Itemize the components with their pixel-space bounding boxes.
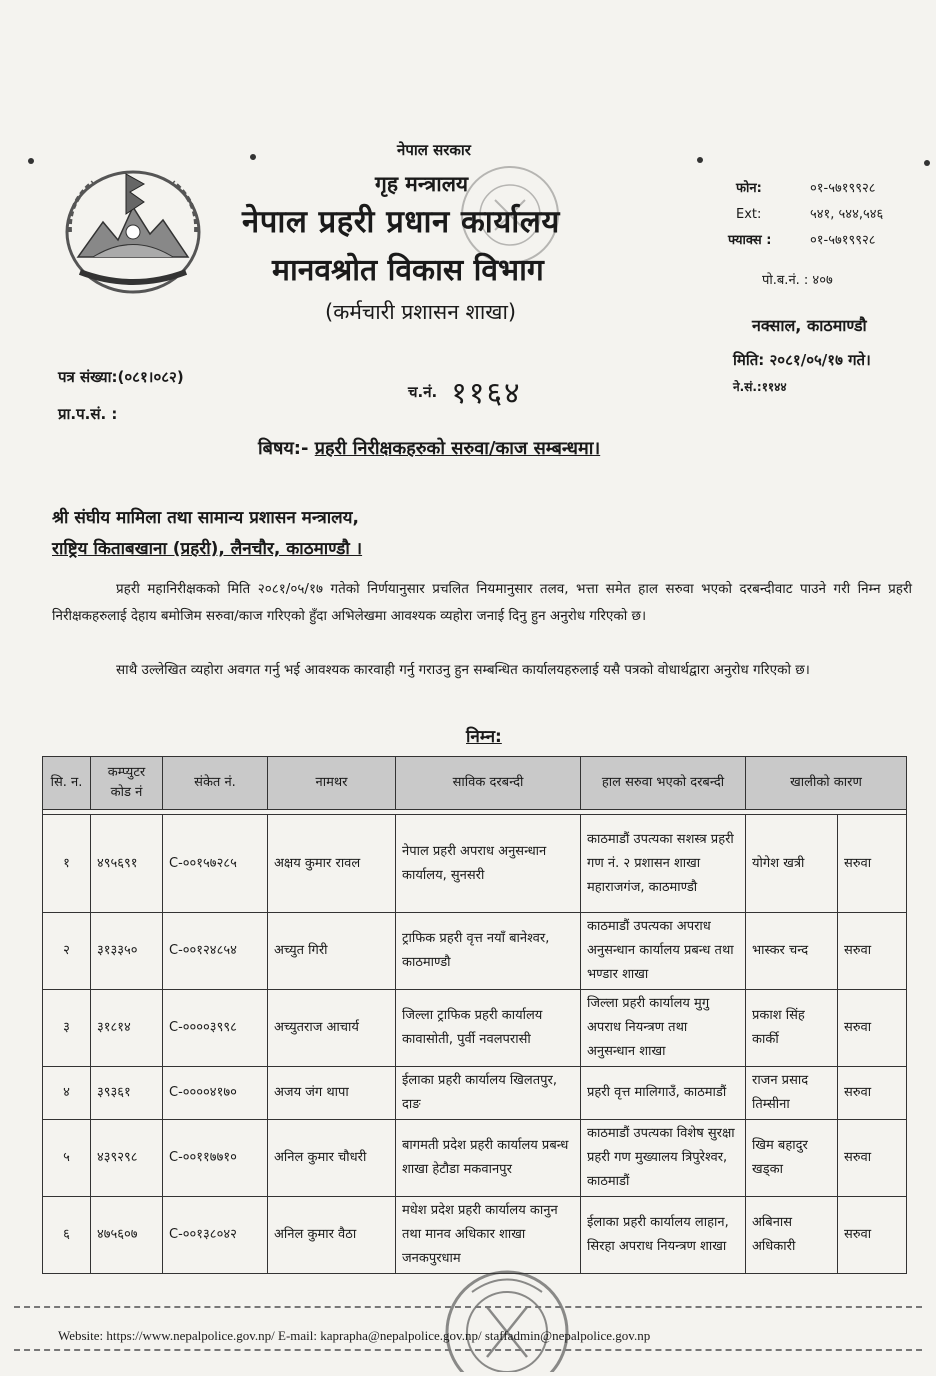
cell-previous: बागमती प्रदेश प्रहरी कार्यालय प्रबन्ध शाखा हेटौडा मकवानपुर (396, 1120, 581, 1197)
ministry-name: गृह मन्त्रालय (375, 172, 469, 196)
cell-symbol: C-००११७७१० (163, 1120, 268, 1197)
cell-reason: सरुवा (838, 1120, 907, 1197)
government-name: नेपाल सरकार (397, 141, 471, 159)
cell-code: ३९३६१ (91, 1067, 163, 1120)
cell-symbol: C-००१३८०४२ (163, 1197, 268, 1274)
cell-symbol: C-००१५७२८५ (163, 815, 268, 913)
header-vacancy-reason: खालीको कारण (746, 757, 907, 810)
header-name: नामथर (268, 757, 396, 810)
nepal-emblem-logo (58, 162, 208, 301)
cell-serial: ५ (43, 1120, 91, 1197)
table-row (43, 913, 907, 990)
cell-name: अक्षय कुमार रावल (268, 815, 396, 913)
cell-previous: ट्राफिक प्रहरी वृत्त नयाँ बानेश्वर, काठमाण्डौ (396, 913, 581, 990)
cell-current: काठमाडौं उपत्यका विशेष सुरक्षा प्रहरी गण मुख्यालय त्रिपुरेश्वर, काठमाडौं (581, 1120, 746, 1197)
cell-previous: नेपाल प्रहरी अपराध अनुसन्धान कार्यालय, सुनसरी (396, 815, 581, 913)
police-stamp (432, 1262, 582, 1376)
cell-name: अच्युतराज आचार्य (268, 990, 396, 1067)
dispatch-handwritten-number: ११६४ (451, 376, 522, 411)
cell-current: काठमाडौं उपत्यका अपराध अनुसन्धान कार्यालय प्रबन्ध तथा भण्डार शाखा (581, 913, 746, 990)
cell-name: अनिल कुमार चौधरी (268, 1120, 396, 1197)
cell-vacancy-by: राजन प्रसाद तिम्सीना (746, 1067, 838, 1120)
subject-line (258, 436, 600, 460)
cell-code: ४७५६०७ (91, 1197, 163, 1274)
branch-name: (कर्मचारी प्रशासन शाखा) (325, 300, 517, 324)
cell-previous: मधेश प्रदेश प्रहरी कार्यालय कानुन तथा मानव अधिकार शाखा जनकपुरधाम (396, 1197, 581, 1274)
footer-divider (14, 1349, 922, 1351)
department-name: मानवश्रोत विकास विभाग (272, 253, 544, 288)
cell-vacancy-by: भास्कर चन्द (746, 913, 838, 990)
contact-block (728, 176, 883, 254)
cell-symbol: C-००००३९९८ (163, 990, 268, 1067)
punch-mark (250, 154, 256, 160)
phone-number: ०१-५७१९९२८ (810, 181, 876, 196)
header-current-post: हाल सरुवा भएको दरबन्दी (581, 757, 746, 810)
cell-symbol: C-००१२४८५४ (163, 913, 268, 990)
header-computer-code: कम्प्युटर कोड नं (91, 757, 163, 810)
cell-current: ईलाका प्रहरी कार्यालय लाहान, सिरहा अपराध नियन्त्रण शाखा (581, 1197, 746, 1274)
cell-vacancy-by: प्रकाश सिंह कार्की (746, 990, 838, 1067)
table-row (43, 990, 907, 1067)
phone-label: फोन: (736, 181, 762, 196)
cell-name: अजय जंग थापा (268, 1067, 396, 1120)
cell-reason: सरुवा (838, 913, 907, 990)
punch-mark (924, 160, 930, 166)
dispatch-label: च.नं. (408, 383, 438, 401)
table-row (43, 1120, 907, 1197)
cell-previous: जिल्ला ट्राफिक प्रहरी कार्यालय कावासोती, पुर्वी नवलपरासी (396, 990, 581, 1067)
office-address: नक्साल, काठमाण्डौ (752, 316, 867, 335)
fax-number: ०१-५७१९९२८ (810, 233, 876, 248)
cell-reason: सरुवा (838, 1197, 907, 1274)
cell-current: प्रहरी वृत्त मालिगाउँ, काठमाडौं (581, 1067, 746, 1120)
punch-mark (697, 157, 703, 163)
office-name: नेपाल प्रहरी प्रधान कार्यालय (242, 204, 560, 240)
cell-reason: सरुवा (838, 1067, 907, 1120)
cell-code: ३१८१४ (91, 990, 163, 1067)
header-symbol-number: संकेत नं. (163, 757, 268, 810)
cell-serial: ३ (43, 990, 91, 1067)
letter-date: मिति: २०८१/०५/१७ गते। (733, 351, 871, 369)
table-row (43, 815, 907, 913)
footer-website: Website: https://www.nepalpolice.gov.np/ E-mail: kaprapha@nepalpolice.gov.np/ staffadmin@nepalpolice.gov.np (58, 1328, 651, 1343)
ext-number: ५४१, ५४४,५४६ (810, 207, 884, 222)
header-serial: सि. न. (43, 757, 91, 810)
cell-vacancy-by: योगेश खत्री (746, 815, 838, 913)
nepal-sambat: ने.सं.:११४४ (733, 380, 787, 394)
fax-label: फ्याक्स : (728, 233, 772, 248)
cell-serial: १ (43, 815, 91, 913)
cell-previous: ईलाका प्रहरी कार्यालय खिलतपुर, दाङ (396, 1067, 581, 1120)
footer-divider (14, 1306, 922, 1308)
cell-code: ४९५६९१ (91, 815, 163, 913)
transfer-table (42, 756, 907, 1274)
table-header-row (43, 757, 907, 810)
cell-reason: सरुवा (838, 990, 907, 1067)
addressee-line-1: श्री संघीय मामिला तथा सामान्य प्रशासन मन्त्रालय, (52, 508, 359, 528)
punch-mark (28, 158, 34, 164)
received-number: प्रा.प.सं. : (58, 405, 118, 423)
dispatch-number (408, 365, 522, 411)
cell-reason: सरुवा (838, 815, 907, 913)
cell-vacancy-by: खिम बहादुर खड्का (746, 1120, 838, 1197)
body-paragraph-1: प्रहरी महानिरीक्षकको मिति २०८१/०५/१७ गतेको निर्णयानुसार प्रचलित नियमानुसार तलव, भत्ता समेत हाल सरुवा भएको दरबन्दीवाट पाउने गरी निम्न प्रहरी निरीक्षकहरुलाई देहाय बमोजिम सरुवा/काज गरिएको हुँदा अभिलेखमा आवश्यक व्यहोरा जनाई दिनु हुन अनुरोध गरिएको छ। (52, 581, 912, 624)
cell-name: अच्युत गिरी (268, 913, 396, 990)
cell-symbol: C-००००४१७० (163, 1067, 268, 1120)
letter-number: पत्र संख्या:(०८१।०८२) (58, 368, 184, 386)
cell-serial: ६ (43, 1197, 91, 1274)
cell-current: जिल्ला प्रहरी कार्यालय मुगु अपराध नियन्त्रण तथा अनुसन्धान शाखा (581, 990, 746, 1067)
ext-label: Ext: (736, 207, 762, 222)
table-row (43, 1067, 907, 1120)
list-heading: निम्न: (466, 727, 502, 747)
subject-text: प्रहरी निरीक्षकहरुको सरुवा/काज सम्बन्धमा। (314, 438, 601, 459)
cell-serial: २ (43, 913, 91, 990)
header-previous-post: साविक दरबन्दी (396, 757, 581, 810)
body-paragraph-2: साथै उल्लेखित व्यहोरा अवगत गर्नु भई आवश्यक कारवाही गर्नु गराउनु हुन सम्बन्धित कार्यालयहरुलाई यसै पत्रको वोधार्थद्वारा अनुरोध गरिएको छ। (116, 662, 810, 678)
po-box: पो.ब.नं. : ४०७ (762, 273, 833, 288)
cell-vacancy-by: अबिनास अधिकारी (746, 1197, 838, 1274)
addressee-line-2: राष्ट्रिय किताबखाना (प्रहरी), लैनचौर, काठमाण्डौ । (52, 539, 363, 559)
cell-code: ३१३३५० (91, 913, 163, 990)
cell-serial: ४ (43, 1067, 91, 1120)
subject-label: बिषय:- (258, 438, 309, 459)
cell-name: अनिल कुमार वैठा (268, 1197, 396, 1274)
cell-current: काठमाडौं उपत्यका सशस्त्र प्रहरी गण नं. २ प्रशासन शाखा महाराजगंज, काठमाण्डौ (581, 815, 746, 913)
cell-code: ४३९२९८ (91, 1120, 163, 1197)
